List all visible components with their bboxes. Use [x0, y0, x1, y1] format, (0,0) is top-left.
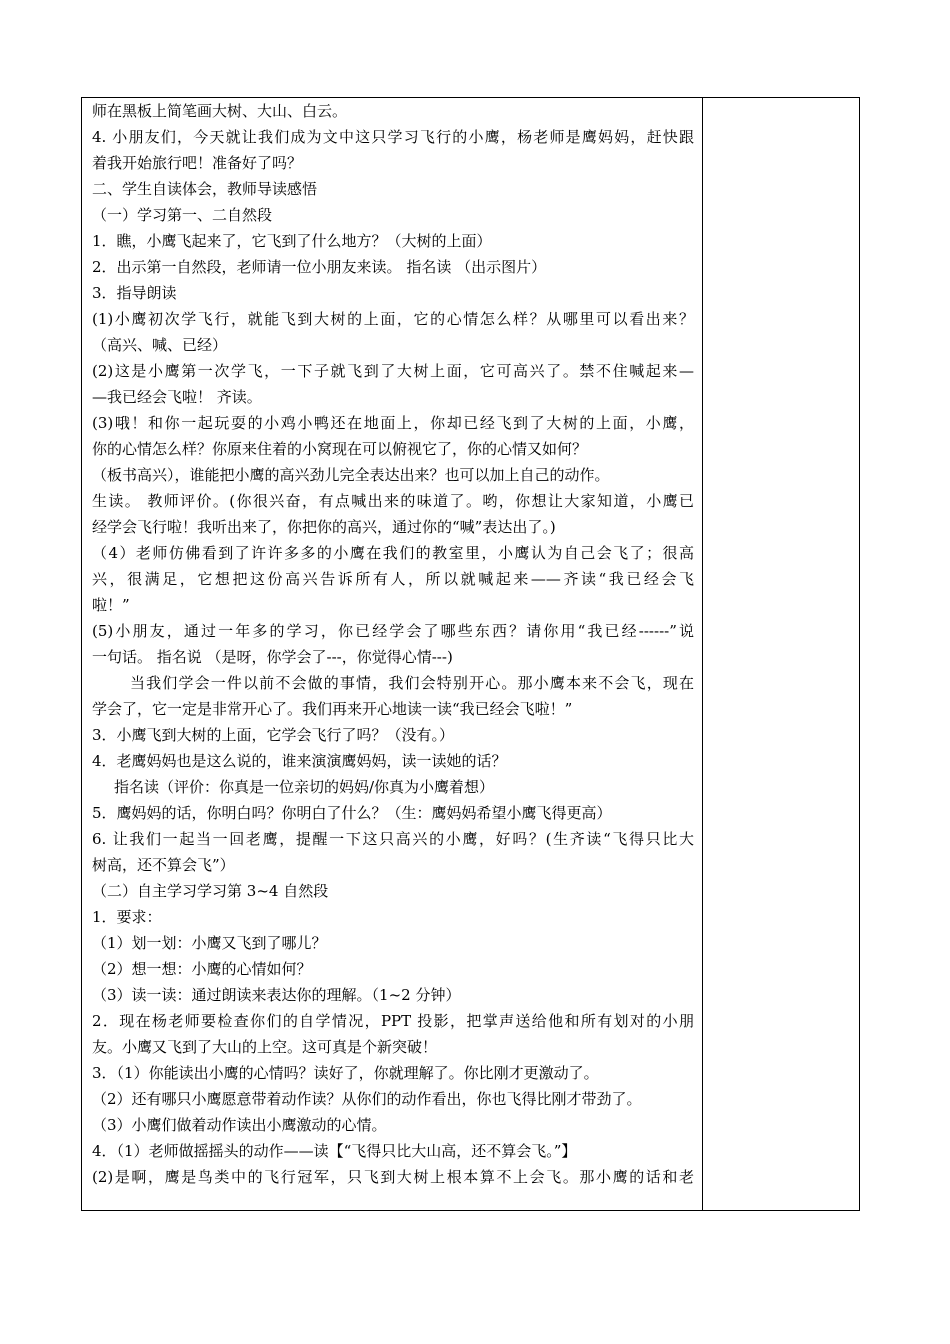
- text-line: 3．（1）你能读出小鹰的心情吗？读好了，你就理解了。你比刚才更激动了。: [92, 1064, 599, 1082]
- lesson-content-cell: [82, 98, 703, 1210]
- text-line: 经学会飞行啦！我听出来了，你把你的高兴，通过你的“喊”表达出了。): [92, 518, 556, 536]
- text-line: (2)这是小鹰第一次学飞，一下子就飞到了大树上面，它可高兴了。禁不住喊起来—: [92, 362, 694, 380]
- text-line: 4. 小朋友们，今天就让我们成为文中这只学习飞行的小鹰，杨老师是鹰妈妈，赶快跟: [92, 128, 694, 146]
- text-line: （2）想一想：小鹰的心情如何？: [92, 960, 312, 978]
- text-line: 着我开始旅行吧！准备好了吗？: [92, 154, 303, 172]
- text-line: 一句话。 指名说 （是呀，你学会了---，你觉得心情---): [92, 648, 453, 666]
- text-line: —我已经会飞啦！ 齐读。: [92, 388, 262, 406]
- text-line: 5．鹰妈妈的话，你明白吗？你明白了什么？（生：鹰妈妈希望小鹰飞得更高）: [92, 804, 612, 822]
- text-line: 树高，还不算会飞”）: [92, 856, 235, 874]
- text-line: 3．指导朗读: [92, 284, 177, 302]
- lesson-text: [82, 98, 702, 1190]
- text-line: (5)小朋友，通过一年多的学习，你已经学会了哪些东西？请你用“我已经------”说: [92, 622, 694, 640]
- lesson-table: [81, 97, 860, 1211]
- text-line: 2．现在杨老师要检查你们的自学情况，PPT 投影，把掌声送给他和所有划对的小朋: [92, 1012, 694, 1030]
- text-line: 你的心情怎么样？你原来住着的小窝现在可以俯视它了，你的心情又如何？: [92, 440, 588, 458]
- text-line: （3）读一读：通过朗读来表达你的理解。（1~2 分钟）: [92, 986, 461, 1004]
- text-line: 1．瞧，小鹰飞起来了，它飞到了什么地方？（大树的上面）: [92, 232, 492, 250]
- text-line: (3)哦！和你一起玩耍的小鸡小鸭还在地面上，你却已经飞到了大树的上面，小鹰，: [92, 414, 694, 432]
- text-line: （3）小鹰们做着动作读出小鹰激动的心情。: [92, 1116, 387, 1134]
- text-line: （板书高兴），谁能把小鹰的高兴劲儿完全表达出来？也可以加上自己的动作。: [92, 466, 610, 484]
- text-line: 二、学生自读体会，教师导读感悟: [92, 180, 318, 198]
- text-line: （一）学习第一、二自然段: [92, 206, 273, 224]
- text-line: 学会了，它一定是非常开心了。我们再来开心地读一读“我已经会飞啦！”: [92, 700, 573, 718]
- text-line: （二）自主学习学习第 3~4 自然段: [92, 882, 329, 900]
- notes-cell: [703, 98, 859, 1210]
- text-line: （1）划一划：小鹰又飞到了哪儿？: [92, 934, 327, 952]
- text-line: 2．出示第一自然段，老师请一位小朋友来读。 指名读 （出示图片）: [92, 258, 547, 276]
- text-line: 3．小鹰飞到大树的上面，它学会飞行了吗？（没有。）: [92, 726, 455, 744]
- text-line: 6. 让我们一起当一回老鹰，提醒一下这只高兴的小鹰，好吗？(生齐读“飞得只比大: [92, 830, 694, 848]
- text-line: 兴，很满足，它想把这份高兴告诉所有人，所以就喊起来——齐读“我已经会飞: [92, 570, 694, 588]
- text-line: （2）还有哪只小鹰愿意带着动作读？从你们的动作看出，你也飞得比刚才带劲了。: [92, 1090, 642, 1108]
- text-line: （4）老师仿佛看到了许许多多的小鹰在我们的教室里，小鹰认为自己会飞了；很高: [92, 544, 694, 562]
- text-line: 友。小鹰又飞到了大山的上空。这可真是个新突破！: [92, 1038, 438, 1056]
- text-line: 当我们学会一件以前不会做的事情，我们会特别开心。那小鹰本来不会飞，现在: [130, 674, 694, 692]
- text-line: (2)是啊，鹰是鸟类中的飞行冠军，只飞到大树上根本算不上会飞。那小鹰的话和老: [92, 1168, 694, 1186]
- text-line: (1)小鹰初次学飞行，就能飞到大树的上面，它的心情怎么样？从哪里可以看出来？: [92, 310, 694, 328]
- text-line: 啦！”: [92, 596, 130, 614]
- text-line: 4．老鹰妈妈也是这么说的，谁来演演鹰妈妈，读一读她的话？: [92, 752, 507, 770]
- text-line: 4．（1）老师做摇摇头的动作——读【“飞得只比大山高，还不算会飞。”】: [92, 1142, 577, 1160]
- text-line: 师在黑板上简笔画大树、大山、白云。: [92, 102, 348, 120]
- text-line: 生读。 教师评价。(你很兴奋，有点喊出来的味道了。哟，你想让大家知道，小鹰已: [92, 492, 694, 510]
- text-line: （高兴、喊、已经）: [92, 336, 228, 354]
- text-line: 1．要求：: [92, 908, 162, 926]
- text-line: 指名读（评价：你真是一位亲切的妈妈/你真为小鹰着想）: [114, 778, 495, 796]
